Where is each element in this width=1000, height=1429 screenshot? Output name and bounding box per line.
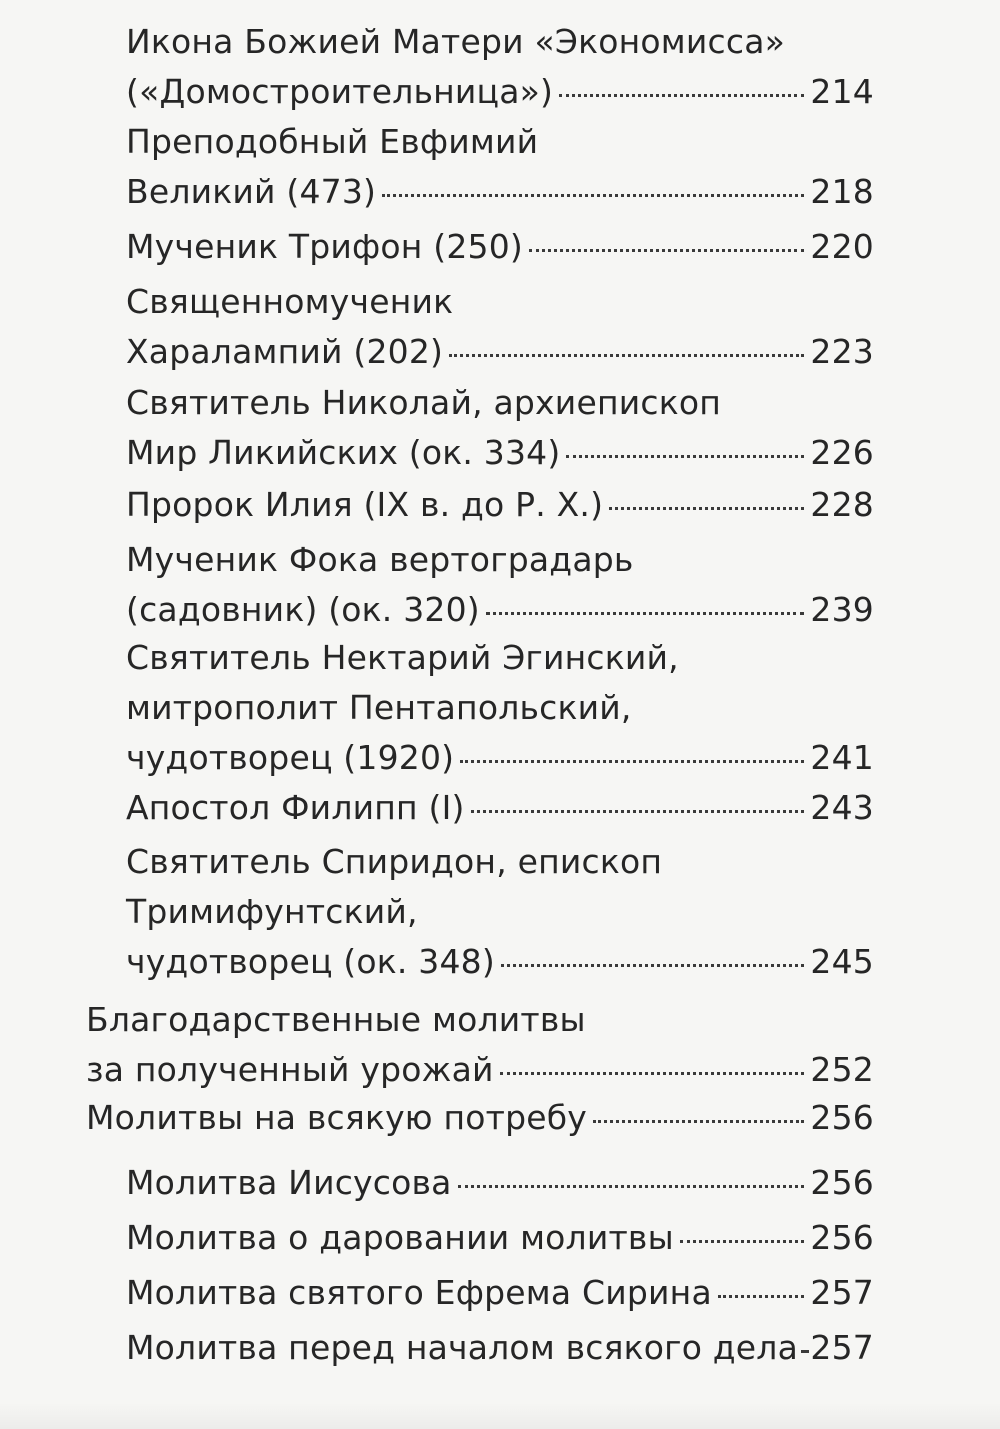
dot-leader (449, 354, 804, 357)
toc-entry (86, 1093, 874, 1143)
toc-entry (126, 633, 874, 783)
toc-entry-line: Святитель Нектарий Эгинский, (126, 638, 679, 677)
toc-entry (126, 1268, 874, 1318)
toc-entry (126, 17, 874, 117)
dot-leader (680, 1240, 805, 1243)
toc-entry (126, 1323, 874, 1373)
toc-entry (126, 783, 874, 833)
page-bottom-edge (0, 1403, 1000, 1429)
toc-entry-line: чудотворец (ок. 348) (126, 942, 495, 981)
dot-leader (593, 1120, 804, 1123)
toc-entry (126, 222, 874, 272)
dot-leader (486, 612, 805, 615)
toc-page-number: 214 (810, 72, 874, 111)
toc-entry (126, 277, 874, 377)
toc-entry-line: Молитва святого Ефрема Сирина (126, 1273, 712, 1312)
toc-entry-line: Святитель Николай, архиепископ (126, 383, 722, 422)
dot-leader (566, 455, 804, 458)
toc-entry-line: («Домостроительница») (126, 72, 554, 111)
toc-entry-line: за полученный урожай (86, 1050, 494, 1089)
toc-page-number: 228 (810, 485, 874, 524)
dot-leader (559, 94, 804, 97)
dot-leader (458, 1185, 805, 1188)
dot-leader (460, 760, 804, 763)
toc-page-number: 257 (810, 1328, 874, 1367)
dot-leader (501, 964, 804, 967)
dot-leader (529, 249, 804, 252)
toc-entry (126, 837, 874, 987)
toc-entry-line: Молитвы на всякую потребу (86, 1098, 587, 1137)
toc-page-number: 218 (810, 172, 874, 211)
toc-entry-line: Пророк Илия (IX в. до Р. Х.) (126, 485, 604, 524)
dot-leader (609, 507, 804, 510)
toc-page-number: 256 (810, 1163, 874, 1202)
toc-entry-line: (садовник) (ок. 320) (126, 590, 480, 629)
toc-entry-line: чудотворец (1920) (126, 738, 455, 777)
toc-entry-line: Святитель Спиридон, епископ (126, 842, 663, 881)
toc-entry-line: Преподобный Евфимий (126, 122, 539, 161)
toc-entry-line: Мир Ликийских (ок. 334) (126, 433, 561, 472)
toc-entry (126, 535, 874, 635)
dot-leader (382, 194, 804, 197)
toc-entry-line: Молитва перед началом всякого дела (126, 1328, 799, 1367)
dot-leader (718, 1295, 805, 1298)
toc-entry-line: Молитва Иисусова (126, 1163, 452, 1202)
toc-entry (126, 117, 874, 217)
toc-entry-line: Тримифунтский, (126, 892, 418, 931)
toc-page-number: 239 (810, 590, 874, 629)
toc-page-number: 245 (810, 942, 874, 981)
toc-page-number: 220 (810, 227, 874, 266)
toc-entry (126, 480, 874, 530)
toc-page-number: 256 (810, 1218, 874, 1257)
toc-page-number: 252 (810, 1050, 874, 1089)
toc-entry (126, 1158, 874, 1208)
toc-entry (86, 995, 874, 1095)
toc-entry-line: митрополит Пентапольский, (126, 688, 632, 727)
dot-leader (500, 1072, 805, 1075)
toc-entry-line: Мученик Фока вертоградарь (126, 540, 634, 579)
toc-page-number: 257 (810, 1273, 874, 1312)
toc-entry (126, 1213, 874, 1263)
toc-page-number: 241 (810, 738, 874, 777)
toc-entry-line: Молитва о даровании молитвы (126, 1218, 674, 1257)
toc-entry-line: Священномученик (126, 282, 454, 321)
toc-entry (126, 378, 874, 478)
toc-entry-line: Харалампий (202) (126, 332, 444, 371)
toc-entry-line: Икона Божией Матери «Экономисса» (126, 22, 786, 61)
toc-entry-line: Мученик Трифон (250) (126, 227, 524, 266)
toc-entry-line: Благодарственные молитвы (86, 1000, 586, 1039)
toc-page-number: 256 (810, 1098, 874, 1137)
toc-page-number: 226 (810, 433, 874, 472)
toc-page-number: 223 (810, 332, 874, 371)
toc-entry-line: Апостол Филипп (I) (126, 788, 465, 827)
toc-page-number: 243 (810, 788, 874, 827)
toc-entry-line: Великий (473) (126, 172, 377, 211)
dot-leader (471, 810, 805, 813)
